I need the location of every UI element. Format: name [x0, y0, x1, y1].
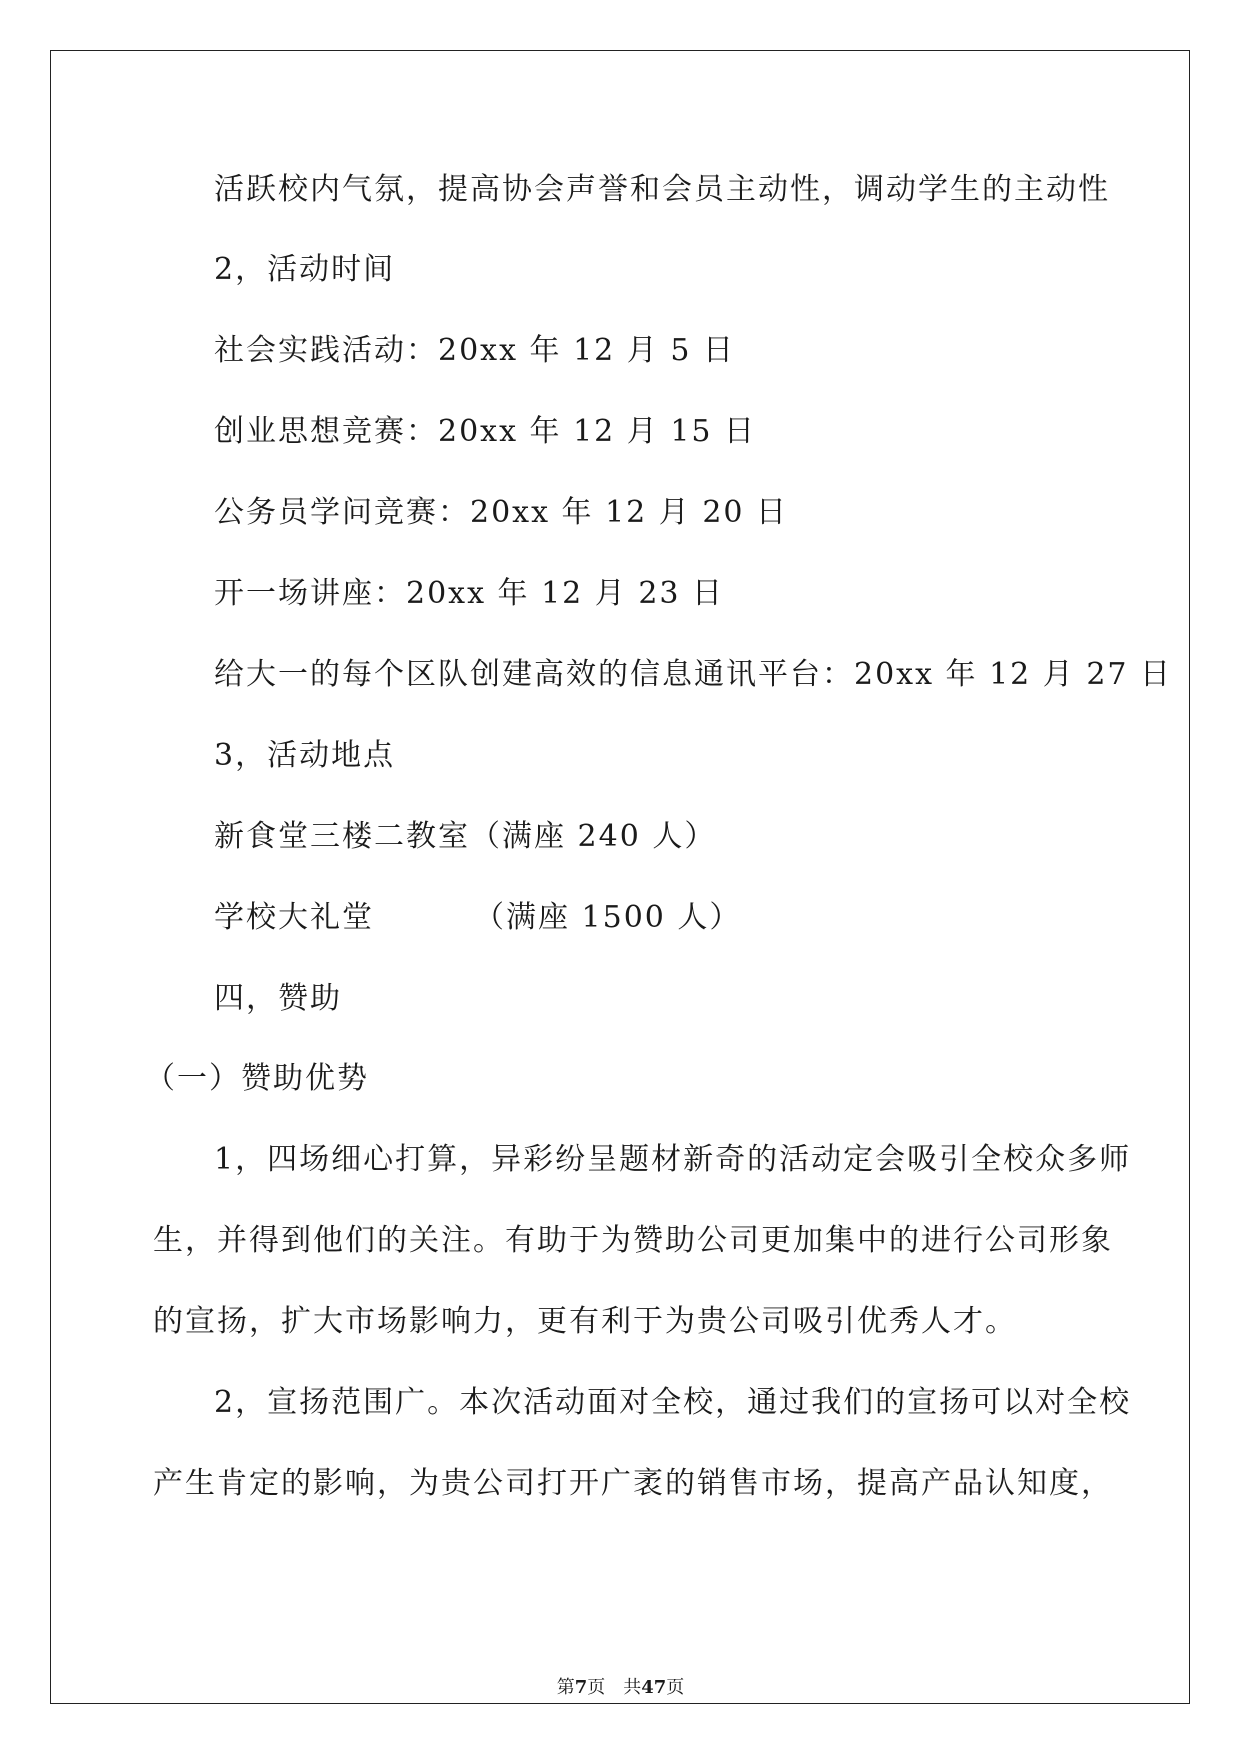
section-heading: 3，活动地点: [214, 738, 396, 773]
page-suffix: 页: [666, 1677, 685, 1698]
schedule-item: 社会实践活动：20xx 年 12 月 5 日: [214, 333, 735, 368]
schedule-item: 公务员学问竞赛：20xx 年 12 月 20 日: [214, 495, 789, 530]
schedule-item: 创业思想竞赛：20xx 年 12 月 15 日: [214, 414, 757, 449]
schedule-item: 开一场讲座：20xx 年 12 月 23 日: [214, 576, 725, 611]
paragraph-line: 的宣扬，扩大市场影响力，更有利于为贵公司吸引优秀人才。: [153, 1304, 1017, 1339]
venue-name: 学校大礼堂: [214, 900, 374, 935]
venue-capacity: （满座 1500 人）: [474, 900, 742, 935]
paragraph-line: 2，宣扬范围广。本次活动面对全校，通过我们的宣扬可以对全校: [214, 1385, 1132, 1420]
page-total: 47: [641, 1677, 667, 1698]
paragraph-line: 生，并得到他们的关注。有助于为赞助公司更加集中的进行公司形象: [153, 1223, 1113, 1258]
venue-item: 新食堂三楼二教室（满座 240 人）: [214, 819, 717, 854]
page-mid: 页 共: [587, 1677, 642, 1698]
page-prefix: 第: [556, 1677, 575, 1698]
paragraph-line: 1，四场细心打算，异彩纷呈题材新奇的活动定会吸引全校众多师: [214, 1142, 1132, 1177]
venue-item: [214, 898, 741, 938]
section-heading: 四，赞助: [214, 981, 342, 1016]
subsection-heading: （一）赞助优势: [145, 1061, 369, 1096]
page-current: 7: [574, 1677, 588, 1698]
page-footer: [0, 1676, 1241, 1700]
paragraph-line: 产生肯定的影响，为贵公司打开广袤的销售市场，提高产品认知度，: [153, 1466, 1113, 1501]
schedule-item: 给大一的每个区队创建高效的信息通讯平台：20xx 年 12 月 27 日: [214, 657, 1173, 692]
text-line: 活跃校内气氛，提高协会声誉和会员主动性，调动学生的主动性: [214, 172, 1110, 207]
page-border: [50, 50, 1190, 1704]
section-heading: 2，活动时间: [214, 252, 396, 287]
